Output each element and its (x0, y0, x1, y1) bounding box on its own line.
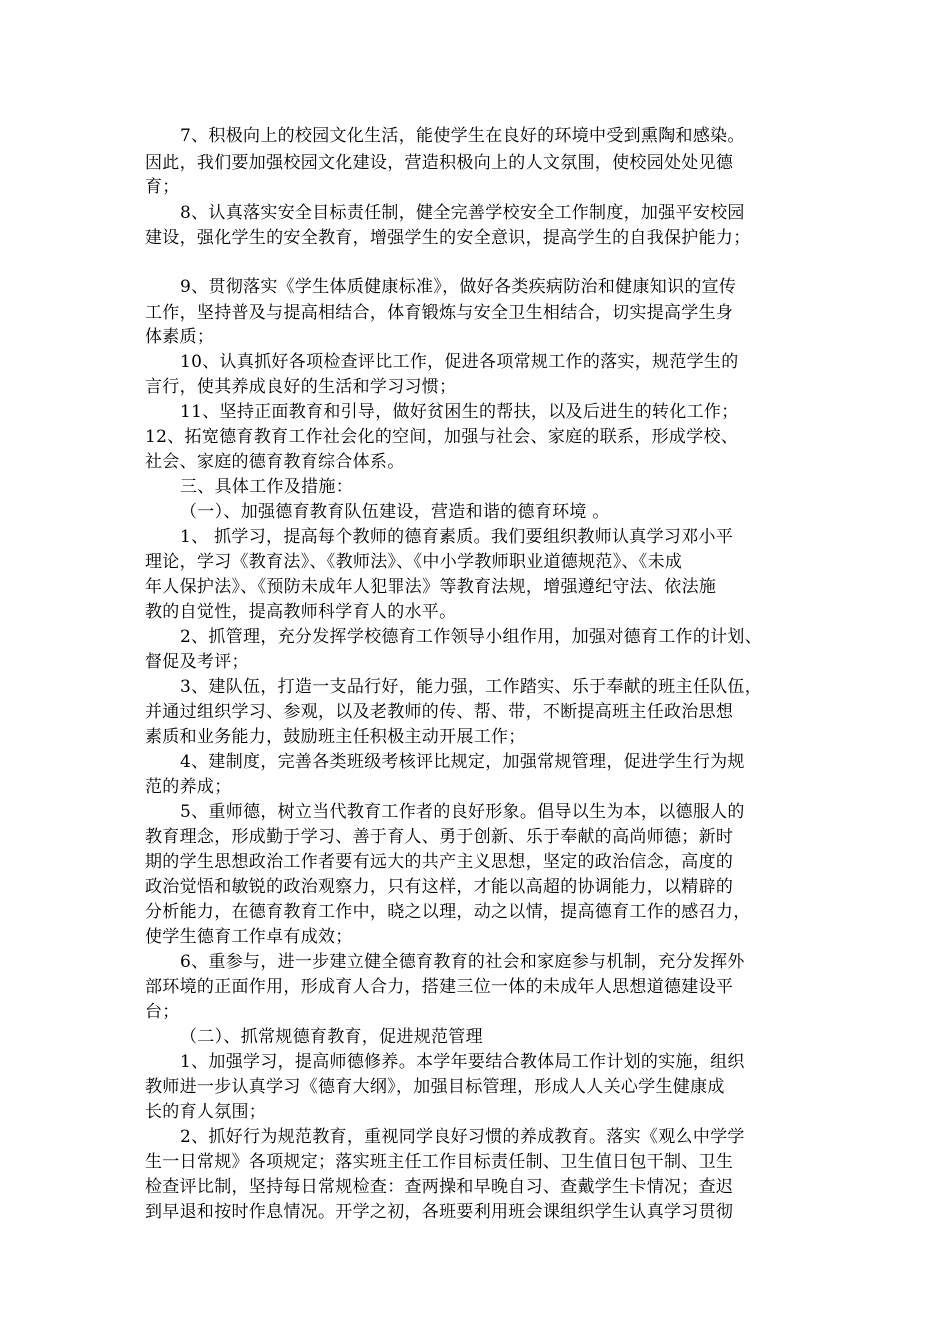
subsection-heading: （一）、加强德育教育队伍建设，营造和谐的德育环境 。 (180, 502, 610, 522)
text-line: 育； (145, 177, 180, 197)
text-line: 分析能力，在德育教育工作中，晓之以理，动之以情，提高德育工作的感召力， (145, 902, 751, 922)
text-line: 期的学生思想政治工作者要有远大的共产主义思想，坚定的政治信念，高度的 (145, 852, 734, 872)
text-line: 范的养成； (145, 777, 232, 797)
text-line: 10、认真抓好各项检查评比工作，促进各项常规工作的落实，规范学生的 (180, 352, 739, 372)
text-line: 2、抓管理，充分发挥学校德育工作领导小组作用，加强对德育工作的计划、 (180, 627, 763, 647)
text-line: 教的自觉性，提高教师科学育人的水平。 (145, 602, 457, 622)
text-line: 到早退和按时作息情况。开学之初，各班要利用班会课组织学生认真学习贯彻 (145, 1202, 734, 1222)
text-line: 因此，我们要加强校园文化建设，营造积极向上的人文氛围，使校园处处见德 (145, 153, 734, 173)
text-line: 3、建队伍，打造一支品行好，能力强，工作踏实、乐于奉献的班主任队伍， (180, 677, 763, 697)
subsection-heading: （二）、抓常规德育教育，促进规范管理 (180, 1027, 483, 1047)
text-line: 年人保护法》、《预防未成年人犯罪法》等教育法规，增强遵纪守法、依法施 (145, 577, 717, 597)
text-line: 理论，学习《教育法》、《教师法》、《中小学教师职业道德规范》、《未成 (145, 552, 683, 572)
text-line: 建设，强化学生的安全教育，增强学生的安全意识，提高学生的自我保护能力； (145, 228, 751, 248)
text-line: 2、抓好行为规范教育，重视同学良好习惯的养成教育。落实《观么中学学 (180, 1127, 745, 1147)
text-line: 长的育人氛围； (145, 1102, 267, 1122)
text-line: 部环境的正面作用，形成育人合力，搭建三位一体的未成年人思想道德建设平 (145, 977, 734, 997)
text-line: 8、认真落实安全目标责任制，健全完善学校安全工作制度，加强平安校园 (180, 203, 745, 223)
text-line: 体素质； (145, 327, 215, 347)
text-line: 台； (145, 1002, 180, 1022)
text-line: 督促及考评； (145, 652, 249, 672)
text-line: 9、贯彻落实《学生体质健康标准》，做好各类疾病防治和健康知识的宣传 (180, 277, 737, 297)
text-line: 1、加强学习，提高师德修养。本学年要结合教体局工作计划的实施，组织 (180, 1052, 745, 1072)
text-line: 言行，使其养成良好的生活和学习习惯； (145, 377, 457, 397)
text-line: 政治觉悟和敏锐的政治观察力，只有这样，才能以高超的协调能力，以精辟的 (145, 877, 734, 897)
text-line: 社会、家庭的德育教育综合体系。 (145, 452, 405, 472)
text-line: 素质和业务能力，鼓励班主任积极主动开展工作； (145, 727, 526, 747)
text-line: 使学生德育工作卓有成效； (145, 927, 353, 947)
text-line: 生一日常规》各项规定；落实班主任工作目标责任制、卫生值日包干制、卫生 (145, 1152, 734, 1172)
section-heading: 三、具体工作及措施： (180, 477, 353, 497)
text-line: 检查评比制，坚持每日常规检查：查两操和早晚自习、查戴学生卡情况；查迟 (145, 1177, 734, 1197)
text-line: 工作，坚持普及与提高相结合，体育锻炼与安全卫生相结合，切实提高学生身 (145, 303, 734, 323)
text-line: 教育理念，形成勤于学习、善于育人、勇于创新、乐于奉献的高尚师德；新时 (145, 827, 734, 847)
text-line: 5、重师德，树立当代教育工作者的良好形象。倡导以生为本，以德服人的 (180, 802, 745, 822)
text-line: 6、重参与，进一步建立健全德育教育的社会和家庭参与机制，充分发挥外 (180, 952, 745, 972)
text-line: 教师进一步认真学习《德育大纲》，加强目标管理，形成人人关心学生健康成 (145, 1077, 725, 1097)
text-line: 11、坚持正面教育和引导，做好贫困生的帮扶，以及后进生的转化工作； (180, 402, 739, 422)
text-line: 并通过组织学习、参观，以及老教师的传、帮、带，不断提高班主任政治思想 (145, 702, 734, 722)
text-line: 4、建制度，完善各类班级考核评比规定，加强常规管理，促进学生行为规 (180, 752, 745, 772)
text-line: 1、 抓学习，提高每个教师的德育素质。我们要组织教师认真学习邓小平 (180, 527, 734, 547)
text-line: 7、积极向上的校园文化生活，能使学生在良好的环境中受到熏陶和感染。 (180, 126, 745, 146)
text-line: 12、拓宽德育教育工作社会化的空间，加强与社会、家庭的联系，形成学校、 (145, 427, 739, 447)
